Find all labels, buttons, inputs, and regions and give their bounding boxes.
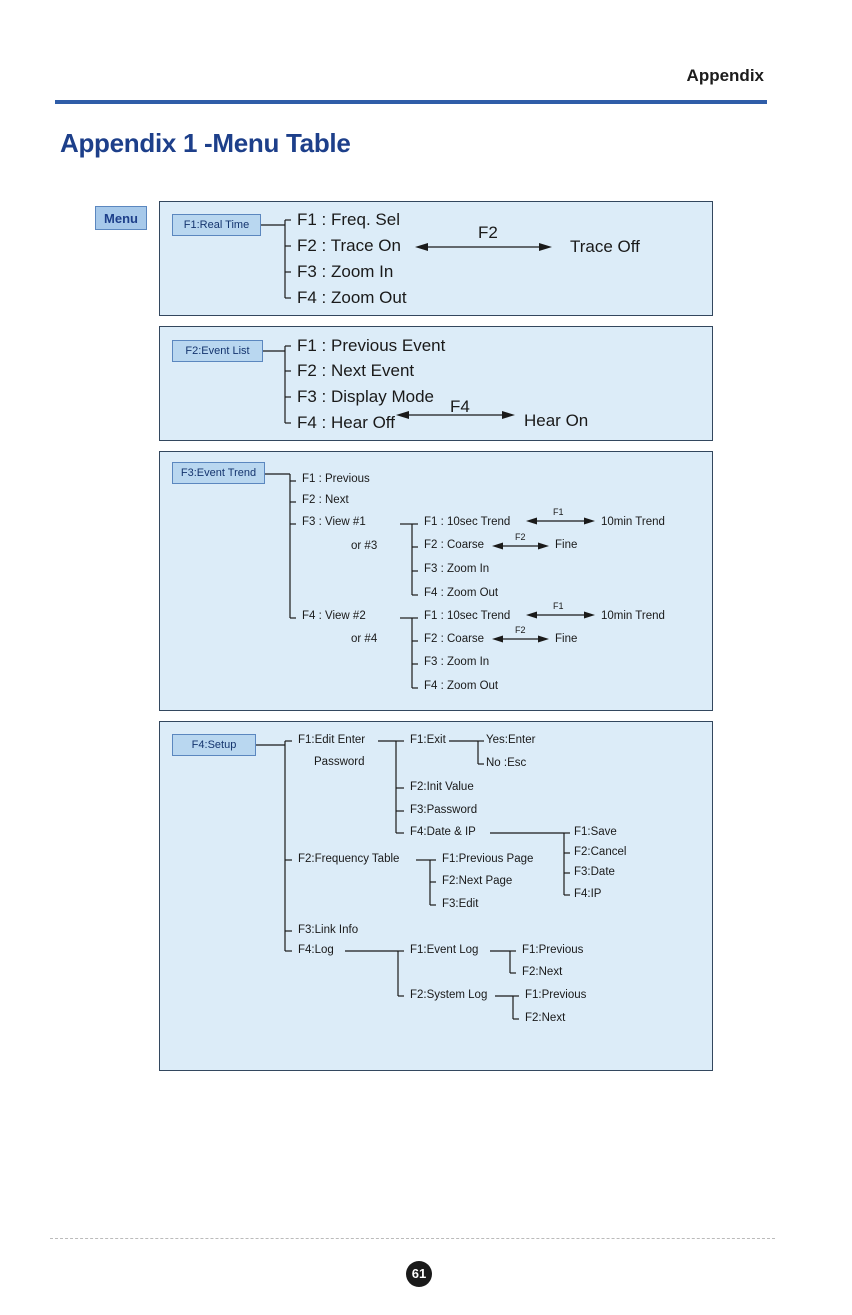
- event-log-next: F2:Next: [522, 966, 563, 978]
- system-log-previous: F1:Previous: [525, 989, 587, 1001]
- real-time-item-2: F2 : Trace On: [297, 236, 401, 255]
- real-time-item-3: F3 : Zoom In: [297, 262, 394, 281]
- exit-no-esc: No :Esc: [486, 757, 527, 769]
- event-trend-item-2: F2 : Next: [302, 494, 349, 506]
- edit-item-init-value: F2:Init Value: [410, 781, 474, 793]
- real-time-toggle-key: F2: [478, 223, 498, 242]
- view1-coarse-target: Fine: [555, 539, 578, 551]
- view1-key-f1: F1: [553, 507, 564, 517]
- view1-item-3: F3 : Zoom In: [424, 563, 490, 575]
- freq-item-previous-page: F1:Previous Page: [442, 853, 534, 865]
- view2-key-f2: F2: [515, 625, 526, 635]
- view2-item-2: F2 : Coarse: [424, 633, 485, 645]
- real-time-toggle-target: Trace Off: [570, 237, 640, 256]
- view2-item-4: F4 : Zoom Out: [424, 680, 499, 692]
- view2-trend-target: 10min Trend: [601, 610, 665, 622]
- event-trend-item-4: F4 : View #2: [302, 610, 366, 622]
- real-time-item-4: F4 : Zoom Out: [297, 288, 407, 307]
- event-list-item-2: F2 : Next Event: [297, 361, 415, 380]
- date-item-date: F3:Date: [574, 866, 615, 878]
- setup-tag: F4:Setup: [172, 734, 256, 756]
- header-rule: [55, 100, 767, 104]
- freq-item-edit: F3:Edit: [442, 898, 479, 910]
- real-time-item-1: F1 : Freq. Sel: [297, 210, 400, 229]
- setup-tree-lines: [160, 722, 714, 1072]
- view1-item-2: F2 : Coarse: [424, 539, 485, 551]
- view2-coarse-target: Fine: [555, 633, 578, 645]
- log-item-event-log: F1:Event Log: [410, 944, 479, 956]
- edit-item-exit: F1:Exit: [410, 734, 446, 746]
- page-title: Appendix 1 -Menu Table: [60, 128, 351, 158]
- view2-item-1: F1 : 10sec Trend: [424, 610, 511, 622]
- event-trend-tag: F3:Event Trend: [172, 462, 265, 484]
- edit-item-password: F3:Password: [410, 804, 478, 816]
- event-trend-item-4-alt: or #4: [351, 633, 378, 645]
- event-list-panel: [159, 326, 713, 441]
- event-trend-item-3: F3 : View #1: [302, 516, 366, 528]
- event-list-toggle-key: F4: [450, 397, 470, 416]
- real-time-tag: F1:Real Time: [172, 214, 261, 236]
- view2-key-f1: F1: [553, 601, 564, 611]
- exit-yes-enter: Yes:Enter: [486, 734, 536, 746]
- log-item-system-log: F2:System Log: [410, 989, 488, 1001]
- view1-item-1: F1 : 10sec Trend: [424, 516, 511, 528]
- event-list-toggle-target: Hear On: [524, 411, 589, 430]
- setup-panel: [159, 721, 713, 1071]
- date-item-cancel: F2:Cancel: [574, 846, 627, 858]
- freq-item-next-page: F2:Next Page: [442, 875, 513, 887]
- setup-edit-password: Password: [314, 756, 365, 768]
- event-list-item-4: F4 : Hear Off: [297, 413, 395, 432]
- footer-divider: [50, 1238, 775, 1239]
- page-number: 61: [406, 1261, 432, 1287]
- view1-item-4: F4 : Zoom Out: [424, 587, 499, 599]
- edit-item-date-ip: F4:Date & IP: [410, 826, 476, 838]
- section-header: Appendix: [686, 66, 764, 85]
- view1-key-f2: F2: [515, 532, 526, 542]
- setup-frequency-table: F2:Frequency Table: [298, 853, 400, 865]
- real-time-panel: [159, 201, 713, 316]
- setup-log: F4:Log: [298, 944, 334, 956]
- date-item-ip: F4:IP: [574, 888, 602, 900]
- event-list-tag: F2:Event List: [172, 340, 263, 362]
- event-log-previous: F1:Previous: [522, 944, 584, 956]
- date-item-save: F1:Save: [574, 826, 617, 838]
- view1-trend-target: 10min Trend: [601, 516, 665, 528]
- event-list-item-1: F1 : Previous Event: [297, 336, 446, 355]
- view2-item-3: F3 : Zoom In: [424, 656, 490, 668]
- event-trend-tree-lines: [160, 452, 714, 712]
- setup-edit-enter: F1:Edit Enter: [298, 734, 366, 746]
- setup-link-info: F3:Link Info: [298, 924, 359, 936]
- menu-tag: Menu: [95, 206, 147, 230]
- event-trend-panel: [159, 451, 713, 711]
- event-list-item-3: F3 : Display Mode: [297, 387, 434, 406]
- event-trend-item-3-alt: or #3: [351, 540, 378, 552]
- event-trend-item-1: F1 : Previous: [302, 473, 370, 485]
- system-log-next: F2:Next: [525, 1012, 566, 1024]
